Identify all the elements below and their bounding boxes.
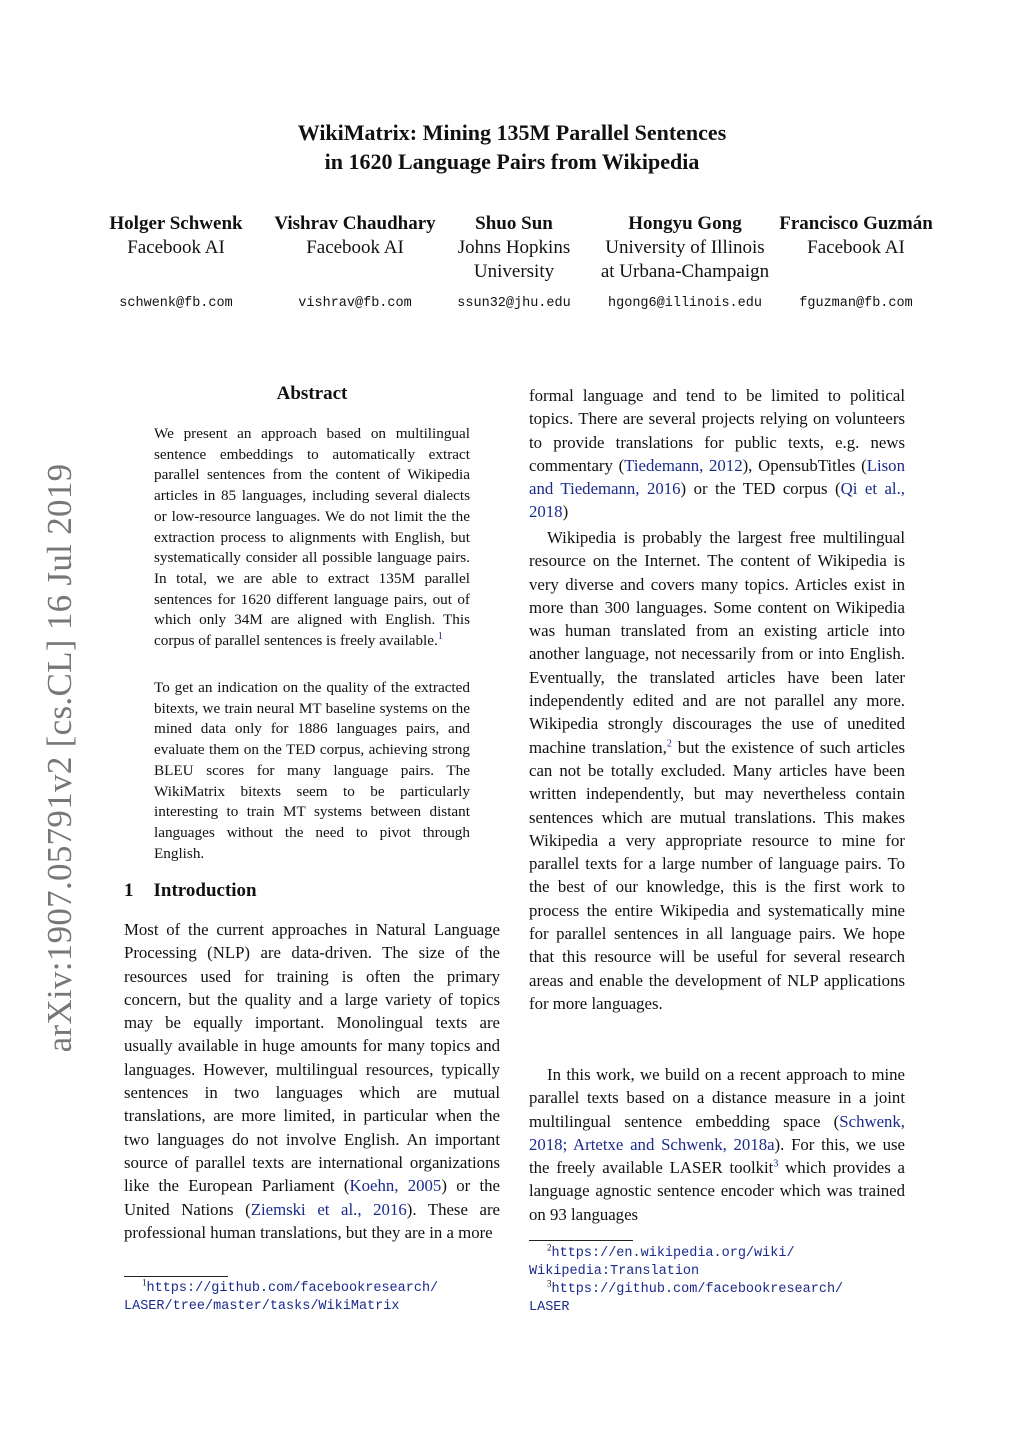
- abstract-paragraph: We present an approach based on multilingual sentence embeddings to automatically extract parallel sentences from the content of Wikipedia articles in 85 languages, including several dialects or low-resource languages. We do not limit the the extraction process to alignments with English, but systematically consider all possible language pairs. In total, we are able to extract 135M parallel sentences for 1620 different language pairs, out of which only 34M are aligned with English. This corpus of parallel sentences is freely available.$^1$: [154, 425, 470, 650]
- footnote-rule: [124, 1276, 228, 1277]
- author-name: Vishrav Chaudhary: [274, 213, 436, 234]
- intro-paragraph: Wikipedia is probably the largest free multilingual resource on the Internet. The content of Wikipedia is very diverse and covers many topics. Articles exist in more than 300 languages. Some content on Wikipedia was human translated from an existing article into another language, not necessarily from or into English. Eventually, the translated articles have been later independently edited and are not parallel any more. Wikipedia strongly discourages the use of unedited machine translation,$^2$ but the existence of such articles can not be totally excluded. Many articles have been written independently, but may nevertheless contain sentences which are mutual translations. This makes Wikipedia a very appropriate resource to mine for parallel texts for a large number of language pairs. To the best of our knowledge, this is the first work to process the entire Wikipedia and systematically mine for parallel sentences in all language pairs. We hope that this resource will be useful for several research areas and enable the development of NLP applications for more languages.: [529, 528, 905, 1013]
- author-affiliation: Johns Hopkins: [457, 237, 571, 258]
- footnote-marker[interactable]: 1: [437, 630, 443, 642]
- footnote-marker[interactable]: 2: [666, 738, 672, 750]
- author-affiliation: Facebook AI: [306, 237, 404, 258]
- author-affiliation: Facebook AI: [807, 237, 905, 258]
- section-title: Introduction: [153, 880, 257, 901]
- footnote-rule: [529, 1240, 633, 1241]
- intro-paragraph: In this work, we build on a recent approach to mine parallel texts based on a distance measure in a joint multilingual sentence embedding space (Schwenk, 2018; Artetxe and Schwenk, 2018a). For this, we use the freely available LASER toolkit$^3$ which provides a language agnostic sentence encoder which was trained on 93 languages: [529, 1065, 905, 1224]
- author-email[interactable]: hgong6@illinois.edu: [608, 296, 762, 311]
- author-name: Francisco Guzmán: [779, 213, 933, 234]
- title-line-1: WikiMatrix: Mining 135M Parallel Sentences: [297, 120, 727, 145]
- author-name: Shuo Sun: [475, 213, 553, 234]
- footnote: [124, 1277, 439, 1315]
- section-heading: [124, 880, 257, 902]
- author-email[interactable]: ssun32@jhu.edu: [457, 296, 571, 311]
- footnote-url[interactable]: https://github.com/facebookresearch/: [551, 1282, 844, 1297]
- author-block: [109, 212, 243, 311]
- author-block: [779, 212, 933, 311]
- footnote-number: 3: [547, 1278, 552, 1289]
- footnote-marker[interactable]: 3: [773, 1158, 779, 1170]
- abstract-heading: Abstract: [276, 383, 348, 404]
- author-affiliation: University of Illinois: [605, 237, 765, 258]
- citation-link[interactable]: Schwenk, 2018; Artetxe and Schwenk, 2018a: [529, 1111, 905, 1154]
- footnote-number: 1: [142, 1277, 147, 1288]
- author-block: [600, 212, 770, 311]
- section-number: 1: [124, 880, 134, 901]
- title-line-2: in 1620 Language Pairs from Wikipedia: [324, 149, 700, 174]
- footnote-url[interactable]: https://github.com/facebookresearch/: [146, 1281, 439, 1296]
- footnote-url-continued[interactable]: LASER: [529, 1299, 570, 1315]
- author-email[interactable]: vishrav@fb.com: [298, 296, 412, 311]
- author-block: [274, 212, 436, 311]
- author-email[interactable]: schwenk@fb.com: [119, 296, 233, 311]
- arxiv-identifier: arXiv:1907.05791v2 [cs.CL] 16 Jul 2019: [40, 463, 79, 1053]
- citation-link[interactable]: Ziemski et al., 2016: [250, 1199, 407, 1219]
- author-affiliation-line2: University: [473, 261, 555, 282]
- citation-link[interactable]: Koehn, 2005: [349, 1176, 442, 1196]
- citation-link[interactable]: Lison and Tiedemann, 2016: [529, 455, 905, 499]
- footnote-url-continued[interactable]: Wikipedia:Translation: [529, 1263, 700, 1279]
- footnote-url[interactable]: https://en.wikipedia.org/wiki/: [551, 1246, 795, 1261]
- paper-title: [0, 118, 1024, 176]
- author-block: [457, 212, 571, 311]
- author-name: Holger Schwenk: [109, 213, 243, 234]
- footnote-url-continued[interactable]: LASER/tree/master/tasks/WikiMatrix: [124, 1298, 400, 1314]
- footnote-number: 2: [547, 1242, 552, 1253]
- footnote: [529, 1242, 795, 1280]
- citation-link[interactable]: Qi et al., 2018: [529, 479, 905, 522]
- abstract-paragraph: To get an indication on the quality of the extracted bitexts, we train neural MT baseline systems on the mined data only for 1886 languages pairs, and evaluate them on the TED corpus, achieving strong BLEU scores for many language pairs. The WikiMatrix bitexts seem to be particularly interesting to train MT systems between distant languages without the need to pivot through English.: [154, 679, 470, 862]
- author-affiliation-line2: at Urbana-Champaign: [600, 261, 770, 282]
- author-affiliation: Facebook AI: [127, 237, 225, 258]
- author-name: Hongyu Gong: [628, 213, 742, 234]
- author-email[interactable]: fguzman@fb.com: [799, 296, 913, 311]
- intro-paragraph: Most of the current approaches in Natural Language Processing (NLP) are data-driven. The size of the resources used for training is often the primary concern, but the quality and a large variety of topics may be equally important. Monolingual texts are usually available in huge amounts for many topics and languages. However, multilingual resources, typically sentences in two languages which are mutual translations, are more limited, in particular when the two languages do not involve English. An important source of parallel texts are international organizations like the European Parliament (Koehn, 2005) or the United Nations (Ziemski et al., 2016). These are professional human translations, but they are in a more: [124, 920, 500, 1242]
- citation-link[interactable]: Tiedemann, 2012: [624, 455, 743, 475]
- footnote: [529, 1278, 844, 1316]
- intro-paragraph: formal language and tend to be limited to political topics. There are several projects relying on volunteers to provide translations for public texts, e.g. news commentary (Tiedemann, 2012), OpensubTitles (Lison and Tiedemann, 2016) or the TED corpus (Qi et al., 2018): [529, 386, 905, 522]
